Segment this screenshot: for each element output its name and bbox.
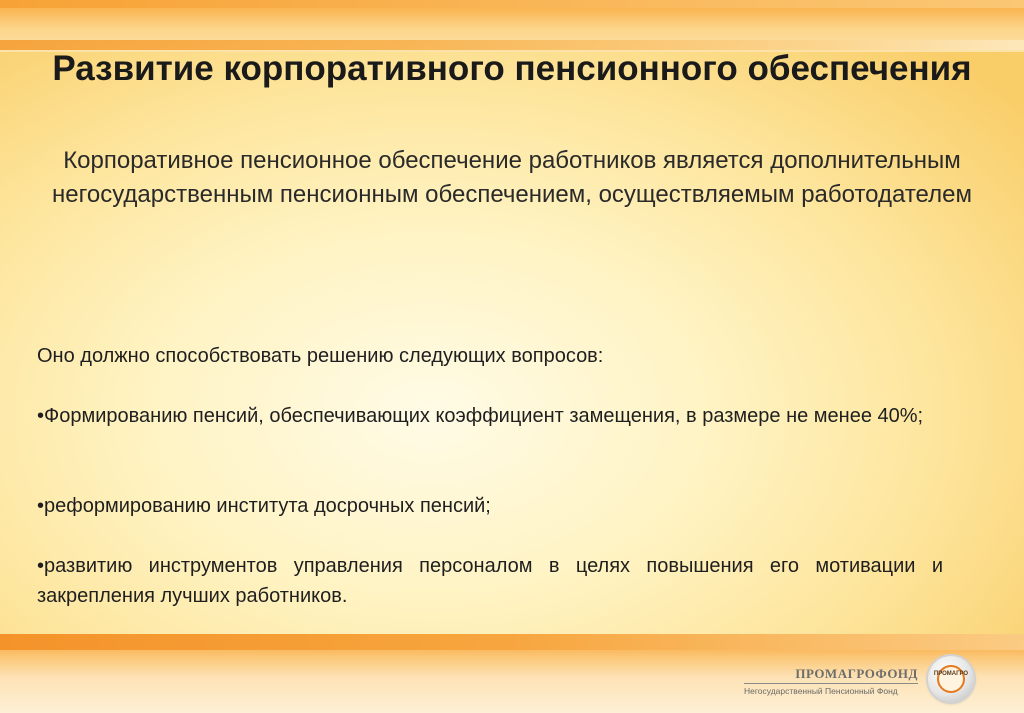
fund-emblem-icon — [928, 656, 974, 702]
top-accent-stripe — [0, 0, 1024, 8]
bullet-item: •реформированию института досрочных пенсий; — [37, 495, 491, 517]
slide-title: Развитие корпоративного пенсионного обеспечения — [52, 49, 972, 88]
bullet-item: •Формированию пенсий, обеспечивающих коэффициент замещения, в размере не менее 40%; — [37, 405, 924, 427]
logo-name: ПРОМАГРОФОНД — [795, 666, 918, 681]
logo-divider — [744, 683, 918, 684]
footer-stripe — [0, 634, 1024, 650]
emblem-text: ПРОМАГРО — [933, 671, 969, 677]
logo-tagline: Негосударственный Пенсионный Фонд — [744, 686, 898, 696]
intro-text: Оно должно способствовать решению следующих вопросов: — [37, 345, 604, 367]
emblem-ring — [937, 665, 965, 693]
slide-subtitle: Корпоративное пенсионное обеспечение работников является дополнительным негосударственным пенсионным обеспечением, осуществляемым работодателем — [52, 147, 972, 208]
bullet-item: •развитию инструментов управления персоналом в целях повышения его мотивации и закрепления лучших работников. — [37, 555, 943, 607]
